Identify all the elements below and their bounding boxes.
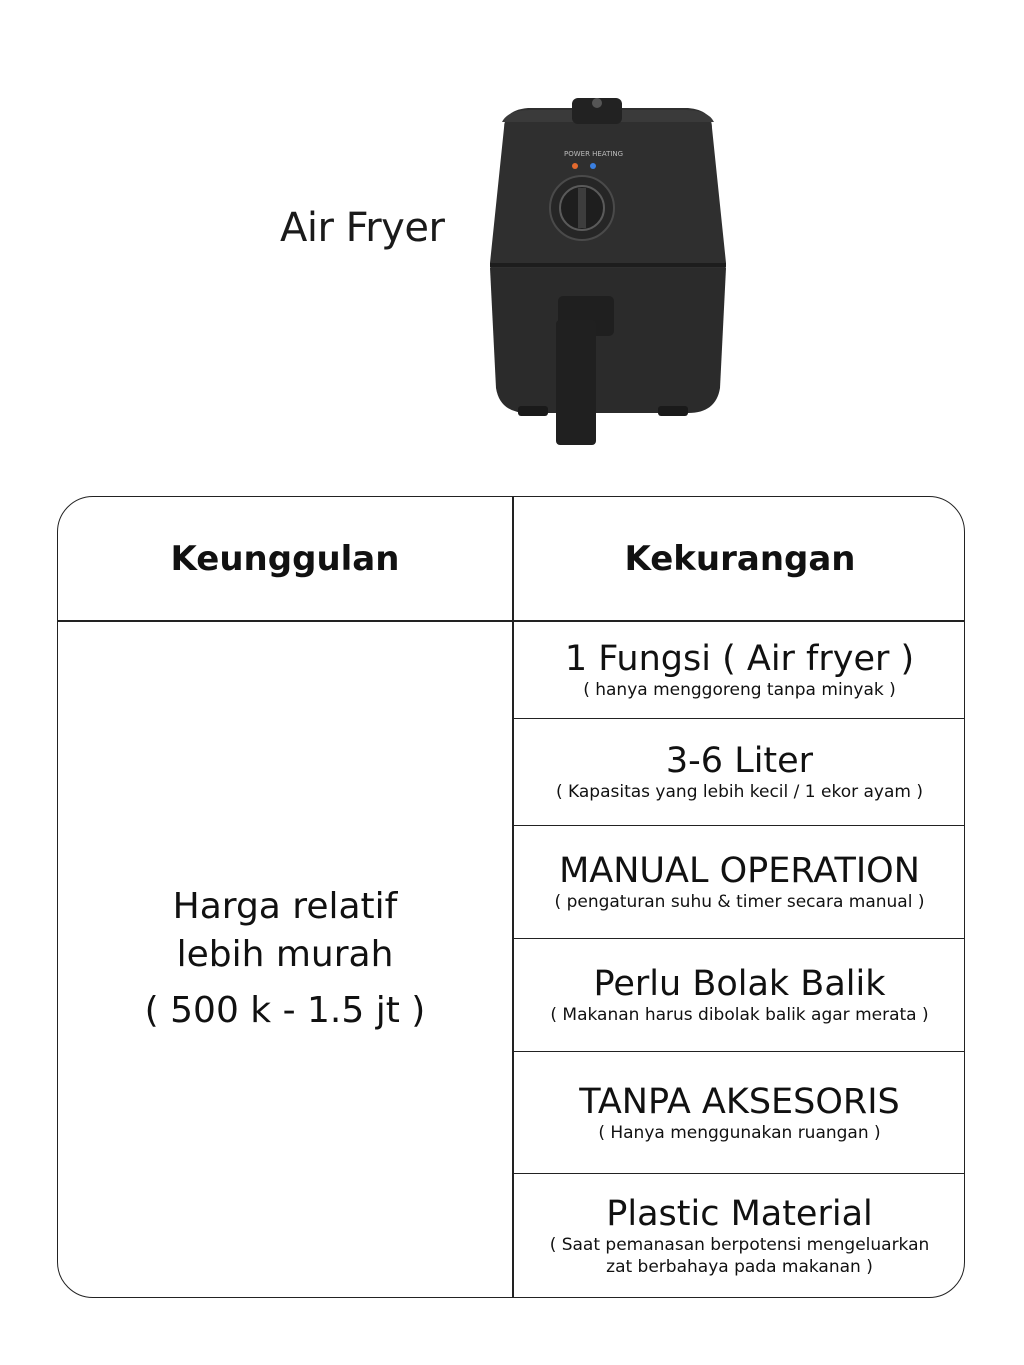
disadvantage-subtitle: ( Saat pemanasan berpotensi mengeluarkan zat berbahaya pada makanan ) (549, 1234, 930, 1277)
svg-text:POWER HEATING: POWER HEATING (564, 150, 624, 158)
disadvantage-title: Plastic Material (606, 1193, 873, 1234)
disadvantage-row (513, 939, 965, 1052)
disadvantages-header: Kekurangan (624, 538, 856, 579)
advantage-cell (58, 621, 512, 1297)
disadvantage-row (513, 621, 965, 719)
disadvantage-title: 1 Fungsi ( Air fryer ) (564, 638, 915, 679)
disadvantage-title: Perlu Bolak Balik (593, 964, 886, 1004)
disadvantage-row (513, 719, 965, 826)
product-title: Air Fryer (280, 205, 445, 251)
disadvantage-title: 3-6 Liter (665, 741, 814, 781)
disadvantage-row (513, 826, 965, 939)
disadvantage-title: MANUAL OPERATION (559, 851, 920, 891)
disadvantage-subtitle: ( Makanan harus dibolak balik agar merata ) (550, 1005, 929, 1025)
disadvantage-row (513, 1174, 965, 1297)
advantages-header: Keunggulan (170, 538, 400, 579)
advantage-line: lebih murah (176, 934, 394, 975)
disadvantage-subtitle: ( Hanya menggunakan ruangan ) (598, 1122, 881, 1143)
disadvantage-subtitle: ( pengaturan suhu & timer secara manual ) (554, 892, 925, 912)
air-fryer-image (468, 88, 748, 453)
advantage-line: Harga relatif (172, 886, 398, 927)
disadvantage-subtitle: ( Kapasitas yang lebih kecil / 1 ekor ayam ) (556, 782, 923, 802)
comparison-table (57, 496, 965, 1298)
disadvantage-subtitle: ( hanya menggoreng tanpa minyak ) (583, 679, 896, 700)
advantage-price: ( 500 k - 1.5 jt ) (144, 990, 426, 1031)
disadvantage-title: TANPA AKSESORIS (579, 1081, 900, 1122)
disadvantage-row (513, 1052, 965, 1174)
